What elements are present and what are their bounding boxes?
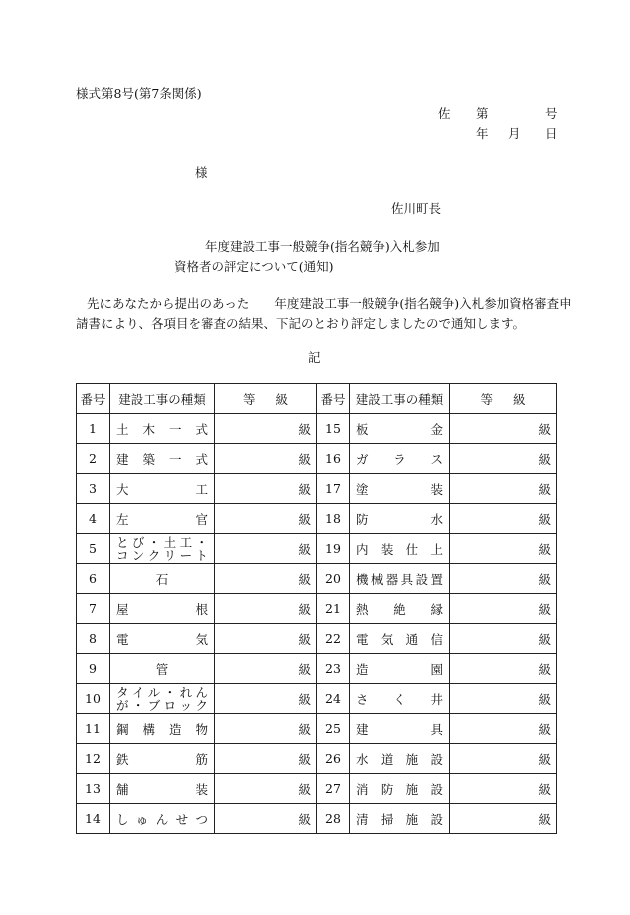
right-kind [350,804,450,834]
right-kind-text: 清 掃 施 設 [356,811,443,827]
right-number: 21 [317,594,350,624]
left-grade: 級 [215,444,317,474]
table-row [77,714,557,744]
date-day: 日 [545,126,558,141]
header-grade-right: 等級 [450,384,557,414]
reference-go: 号 [545,106,558,121]
body-text-line1: 先にあなたから提出のあった 年度建設工事一般競争(指名競争)入札参加資格審査申 [87,296,572,311]
right-grade: 級 [450,714,557,744]
table-row [77,774,557,804]
right-number: 20 [317,564,350,594]
right-grade: 級 [450,684,557,714]
table-row [77,624,557,654]
left-kind-text: 土 木 一 式 [116,421,208,437]
right-grade: 級 [450,414,557,444]
left-kind [110,714,215,744]
right-number: 18 [317,504,350,534]
left-grade: 級 [215,774,317,804]
right-kind [350,774,450,804]
left-kind-line2: が ・ ブ ロ ッ ク [116,697,208,713]
left-kind-text: 鋼 構 造 物 [116,721,208,737]
right-kind [350,684,450,714]
right-number: 22 [317,624,350,654]
table-row [77,414,557,444]
right-number: 26 [317,744,350,774]
right-kind [350,624,450,654]
table-header-row [77,384,557,414]
left-kind-text: 鉄 筋 [116,751,208,767]
header-number-right: 番号 [317,384,350,414]
left-grade: 級 [215,744,317,774]
right-number: 16 [317,444,350,474]
left-grade: 級 [215,624,317,654]
reference-prefix: 佐 [438,106,451,121]
left-number: 4 [77,504,110,534]
left-grade: 級 [215,804,317,834]
left-number: 9 [77,654,110,684]
table-row [77,594,557,624]
header-kind-right: 建設工事の種類 [350,384,450,414]
header-grade-left: 等級 [215,384,317,414]
left-number: 5 [77,534,110,564]
right-grade: 級 [450,444,557,474]
left-number: 13 [77,774,110,804]
reference-dai: 第 [476,106,489,121]
table-row [77,564,557,594]
left-kind [110,684,215,714]
left-kind: 管 [110,654,215,684]
table-row [77,744,557,774]
right-grade: 級 [450,624,557,654]
right-kind-text: 電 気 通 信 [356,631,443,647]
left-kind: 石 [110,564,215,594]
right-grade: 級 [450,774,557,804]
right-kind-text: 建 具 [356,721,443,737]
left-grade: 級 [215,714,317,744]
date-month: 月 [508,126,521,141]
left-grade: 級 [215,654,317,684]
left-kind-text: 大 工 [116,481,208,497]
right-kind-text: 機 械 器 具 設 置 [356,571,443,587]
left-number: 10 [77,684,110,714]
right-kind-text: ガ ラ ス [356,451,443,467]
left-grade: 級 [215,534,317,564]
left-number: 7 [77,594,110,624]
right-grade: 級 [450,654,557,684]
document-title-line1: 年度建設工事一般競争(指名競争)入札参加 [205,239,440,254]
table-row [77,474,557,504]
left-kind [110,594,215,624]
right-number: 27 [317,774,350,804]
left-kind [110,534,215,564]
left-kind [110,444,215,474]
right-number: 24 [317,684,350,714]
right-number: 19 [317,534,350,564]
body-text-line2: 請書により、各項目を審査の結果、下記のとおり評定しましたので通知します。 [76,316,526,331]
left-kind-text: し ゅ ん せ つ [116,811,208,827]
left-kind-line1: と び ・ 土 工 ・ [116,534,208,550]
left-kind [110,744,215,774]
right-kind-text: 造 園 [356,661,443,677]
left-number: 11 [77,714,110,744]
right-kind [350,444,450,474]
table-row [77,654,557,684]
right-grade: 級 [450,594,557,624]
left-grade: 級 [215,414,317,444]
left-kind-text: 屋 根 [116,601,208,617]
table-row [77,444,557,474]
form-number-label: 様式第8号(第7条関係) [76,86,202,101]
right-number: 25 [317,714,350,744]
left-kind [110,774,215,804]
right-kind-text: さ く 井 [356,691,443,707]
ki-heading: 記 [308,350,321,365]
table-row [77,684,557,714]
table-row [77,534,557,564]
right-kind-text: 水 道 施 設 [356,751,443,767]
left-kind-text: 左 官 [116,511,208,527]
right-kind [350,594,450,624]
left-number: 12 [77,744,110,774]
left-number: 2 [77,444,110,474]
addressee-suffix: 様 [195,165,208,180]
left-kind-text: 電 気 [116,631,208,647]
right-grade: 級 [450,744,557,774]
grades-table [76,383,557,834]
right-kind [350,504,450,534]
right-grade: 級 [450,804,557,834]
right-grade: 級 [450,534,557,564]
right-kind-text: 塗 装 [356,481,443,497]
left-grade: 級 [215,474,317,504]
right-kind-text: 板 金 [356,421,443,437]
left-kind-line2: コ ン ク リ ー ト [116,547,208,563]
left-grade: 級 [215,564,317,594]
left-kind-line1: タ イ ル ・ れ ん [116,684,208,700]
right-number: 15 [317,414,350,444]
header-kind-left: 建設工事の種類 [110,384,215,414]
issuer-name: 佐川町長 [391,201,442,216]
right-kind [350,534,450,564]
right-kind-text: 熱 絶 縁 [356,601,443,617]
right-kind-text: 消 防 施 設 [356,781,443,797]
right-kind [350,714,450,744]
right-number: 17 [317,474,350,504]
right-number: 28 [317,804,350,834]
right-grade: 級 [450,564,557,594]
right-grade: 級 [450,474,557,504]
left-kind [110,804,215,834]
right-kind [350,654,450,684]
right-kind [350,744,450,774]
right-kind-text: 内 装 仕 上 [356,541,443,557]
left-kind [110,504,215,534]
table-row [77,804,557,834]
left-kind [110,414,215,444]
left-kind [110,624,215,654]
left-grade: 級 [215,504,317,534]
header-number-left: 番号 [77,384,110,414]
right-kind [350,474,450,504]
right-kind [350,564,450,594]
right-kind-text: 防 水 [356,511,443,527]
left-number: 6 [77,564,110,594]
right-grade: 級 [450,504,557,534]
right-number: 23 [317,654,350,684]
left-number: 3 [77,474,110,504]
left-kind-text: 舗 装 [116,781,208,797]
left-number: 1 [77,414,110,444]
right-kind [350,414,450,444]
left-grade: 級 [215,684,317,714]
table-row [77,504,557,534]
left-number: 8 [77,624,110,654]
left-kind [110,474,215,504]
document-title-line2: 資格者の評定について(通知) [174,259,334,274]
left-kind-text: 建 築 一 式 [116,451,208,467]
date-year: 年 [476,126,489,141]
left-grade: 級 [215,594,317,624]
left-number: 14 [77,804,110,834]
